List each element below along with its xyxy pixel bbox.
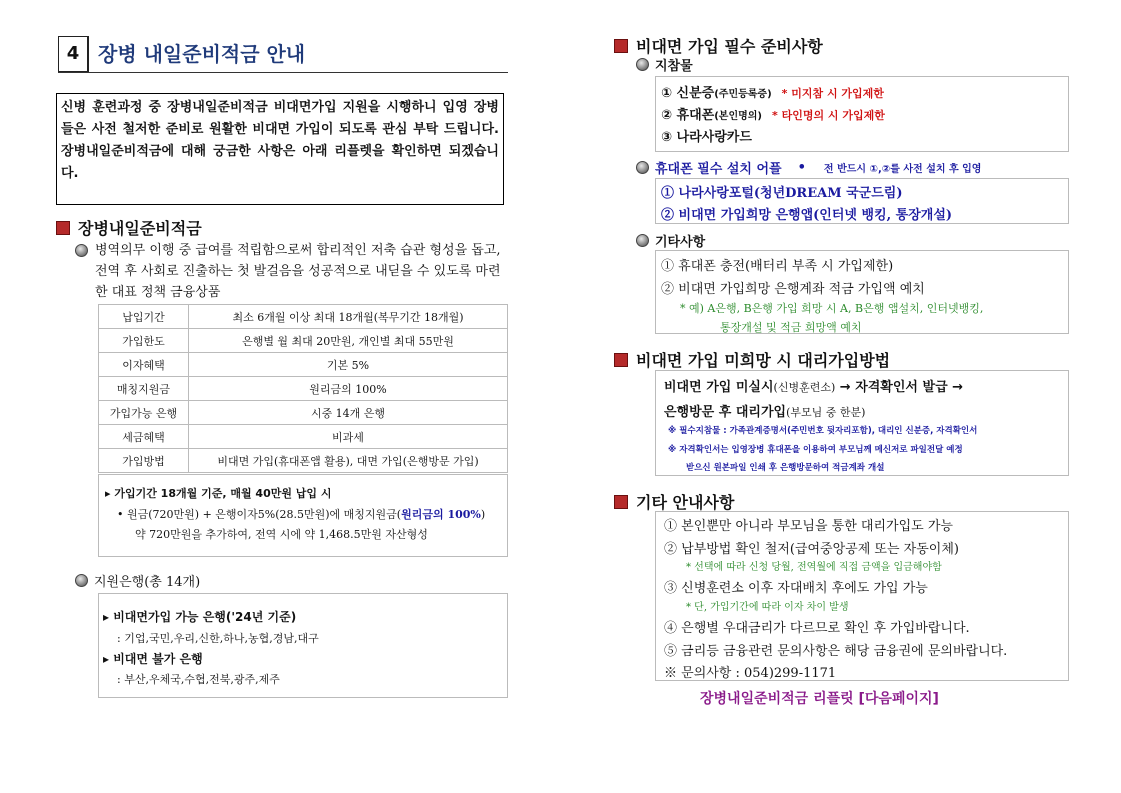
proxy-step1-note: (신병훈련소)	[773, 381, 836, 394]
proxy-step3: 은행방문 후 대리가입	[664, 405, 787, 420]
table-row	[99, 401, 508, 425]
proxy-step1: 비대면 가입 미실시	[664, 380, 774, 395]
apps-bullet: •	[797, 160, 806, 175]
apps-heading	[636, 158, 981, 177]
item-warning: * 미지참 시 가입제한	[781, 87, 884, 100]
list-item	[661, 104, 885, 123]
table-key: 매칭지원금	[99, 377, 189, 401]
proxy-line2	[664, 401, 865, 420]
example-line2: 약 720만원을 추가하여, 전역 시에 약 1,468.5만원 자산형성	[135, 528, 428, 541]
example-line1-a: • 원금(720만원) + 은행이자5%(28.5만원)에 매칭지원금(	[117, 508, 402, 521]
others-item-1: ① 본인뿐만 아니라 부모님을 통한 대리가입도 가능	[664, 519, 953, 534]
app-item-2: ② 비대면 가입희망 은행앱(인터넷 뱅킹, 통장개설)	[661, 208, 953, 223]
section-others-title: 기타 안내사항	[636, 493, 735, 512]
section-savings-title: 장병내일준비적금	[78, 219, 202, 238]
banks-title: 지원은행(총 14개)	[94, 575, 201, 590]
table-key: 가입가능 은행	[99, 401, 189, 425]
item-label: ③ 나라사랑카드	[661, 130, 752, 145]
item-label: ① 신분증	[661, 86, 715, 101]
items-box	[655, 76, 1069, 152]
banks-no-title: ▸ 비대면 불가 은행	[103, 652, 203, 666]
table-value: 최소 6개월 이상 최대 18개월(복무기간 18개월)	[189, 305, 508, 329]
table-row	[99, 353, 508, 377]
bullet-circle-icon	[75, 574, 88, 587]
bullet-circle-icon	[636, 58, 649, 71]
section-proxy-title: 비대면 가입 미희망 시 대리가입방법	[636, 351, 891, 370]
intro-text: 병역의무 이행 중 급여를 적립함으로써 합리적인 저축 습관 형성을 돕고, 전역 후 사회로 진출하는 첫 발걸음을 성공적으로 내딛을 수 있도록 마련한 대표 정책 금융상품	[95, 243, 501, 300]
list-item	[661, 82, 884, 101]
etc-note-2: 통장개설 및 적금 희망액 예치	[720, 321, 862, 334]
example-box	[98, 474, 508, 557]
table-value: 시중 14개 은행	[189, 401, 508, 425]
banks-heading	[75, 571, 200, 590]
app-item-1: ① 나라사랑포털(청년DREAM 국군드림)	[661, 186, 903, 201]
section-square-icon	[56, 221, 70, 235]
etc-item-1: ① 휴대폰 충전(배터리 부족 시 가입제한)	[661, 259, 894, 274]
table-row	[99, 377, 508, 401]
section-others	[614, 490, 734, 513]
item-detail: (주민등록증)	[714, 89, 772, 100]
banks-no-list: : 부산,우체국,수협,전북,광주,제주	[117, 673, 280, 686]
table-row	[99, 449, 508, 473]
others-note-3: * 단, 가입기간에 따라 이자 차이 발생	[686, 602, 849, 613]
etc-note-1: * 예) A은행, B은행 가입 희망 시 A, B은행 앱설치, 인터넷뱅킹,	[680, 302, 984, 315]
others-item-2: ② 납부방법 확인 철저(급여중앙공제 또는 자동이체)	[664, 542, 959, 557]
info-table	[98, 304, 508, 473]
bullet-circle-icon	[636, 161, 649, 174]
apps-box	[655, 178, 1069, 224]
items-heading	[636, 55, 693, 74]
example-title: ▸ 가입기간 18개월 기준, 매월 40만원 납입 시	[105, 487, 332, 500]
leaflet-next-page-link[interactable]: 장병내일준비적금 리플릿 [다음페이지]	[700, 691, 939, 707]
section-square-icon	[614, 495, 628, 509]
section-square-icon	[614, 353, 628, 367]
proxy-box	[655, 370, 1069, 476]
proxy-note-3: 받으신 원본파일 인쇄 후 은행방문하여 적금계좌 개설	[686, 463, 885, 473]
etc-heading	[636, 231, 705, 250]
section-savings	[56, 216, 202, 239]
table-row	[99, 425, 508, 449]
table-value: 원리금의 100%	[189, 377, 508, 401]
proxy-step2: → 자격확인서 발급 →	[835, 380, 964, 395]
items-title: 지참물	[655, 59, 693, 74]
etc-title: 기타사항	[655, 235, 706, 250]
section-required-title: 비대면 가입 필수 준비사항	[636, 37, 823, 56]
table-key: 세금혜택	[99, 425, 189, 449]
table-value: 비과세	[189, 425, 508, 449]
page-title: 장병 내일준비적금 안내	[98, 42, 306, 66]
table-value: 비대면 가입(휴대폰앱 활용), 대면 가입(은행방문 가입)	[189, 449, 508, 473]
table-key: 납입기간	[99, 305, 189, 329]
table-row	[99, 305, 508, 329]
bullet-circle-icon	[636, 234, 649, 247]
proxy-note-1: ※ 필수지참물 : 가족관계증명서(주민번호 뒷자리포함), 대리인 신분증, 자격확인서	[668, 426, 978, 436]
others-item-4: ④ 은행별 우대금리가 다르므로 확인 후 가입바랍니다.	[664, 621, 970, 636]
notice-box: 신병 훈련과정 중 장병내일준비적금 비대면가입 지원을 시행하니 입영 장병들은 사전 철저한 준비로 원활한 비대면 가입이 되도록 관심 부탁 드립니다. 장병내일준비적금에 대해 궁금한 사항은 아래 리플렛을 확인하면 되겠습니다.	[56, 93, 504, 205]
banks-ok-list: : 기업,국민,우리,신한,하나,농협,경남,대구	[117, 632, 319, 645]
section-square-icon	[614, 39, 628, 53]
table-row	[99, 329, 508, 353]
others-item-5: ⑤ 금리등 금융관련 문의사항은 해당 금융권에 문의바랍니다.	[664, 644, 1008, 659]
others-item-3: ③ 신병훈련소 이후 자대배치 후에도 가입 가능	[664, 581, 928, 596]
proxy-line1	[664, 376, 963, 395]
list-item	[661, 126, 762, 145]
banks-box	[98, 593, 508, 698]
page-number: 4	[58, 36, 89, 72]
table-value: 은행별 월 최대 20만원, 개인별 최대 55만원	[189, 329, 508, 353]
others-item-6: ※ 문의사항 : 054)299-1171	[664, 666, 837, 681]
etc-box	[655, 250, 1069, 334]
apps-note: 전 반드시 ①,②를 사전 설치 후 입영	[823, 164, 982, 175]
banks-ok-title: ▸ 비대면가입 가능 은행('24년 기준)	[103, 610, 297, 624]
bullet-circle-icon	[75, 244, 88, 257]
example-highlight: 원리금의 100%	[401, 508, 481, 521]
table-key: 가입방법	[99, 449, 189, 473]
item-label: ② 휴대폰	[661, 108, 715, 123]
table-value: 기본 5%	[189, 353, 508, 377]
others-box	[655, 511, 1069, 681]
proxy-step3-note: (부모님 중 한분)	[786, 406, 866, 419]
table-key: 가입한도	[99, 329, 189, 353]
proxy-note-2: ※ 자격확인서는 입영장병 휴대폰을 이용하여 부모님께 메신저로 파일전달 예정	[668, 445, 963, 455]
section-required	[614, 34, 823, 57]
apps-title: 휴대폰 필수 설치 어플	[655, 162, 782, 177]
others-note-2: * 선택에 따라 신청 당월, 전역월에 직접 금액을 입금해야함	[686, 562, 942, 573]
item-detail: (본인명의)	[714, 111, 762, 122]
item-warning: * 타인명의 시 가입제한	[772, 109, 885, 122]
table-key: 이자혜택	[99, 353, 189, 377]
example-line1	[117, 506, 485, 522]
title-underline	[58, 72, 508, 73]
example-line1-c: )	[480, 508, 486, 521]
section-proxy	[614, 348, 890, 371]
etc-item-2: ② 비대면 가입희망 은행계좌 적금 가입액 예치	[661, 282, 925, 297]
